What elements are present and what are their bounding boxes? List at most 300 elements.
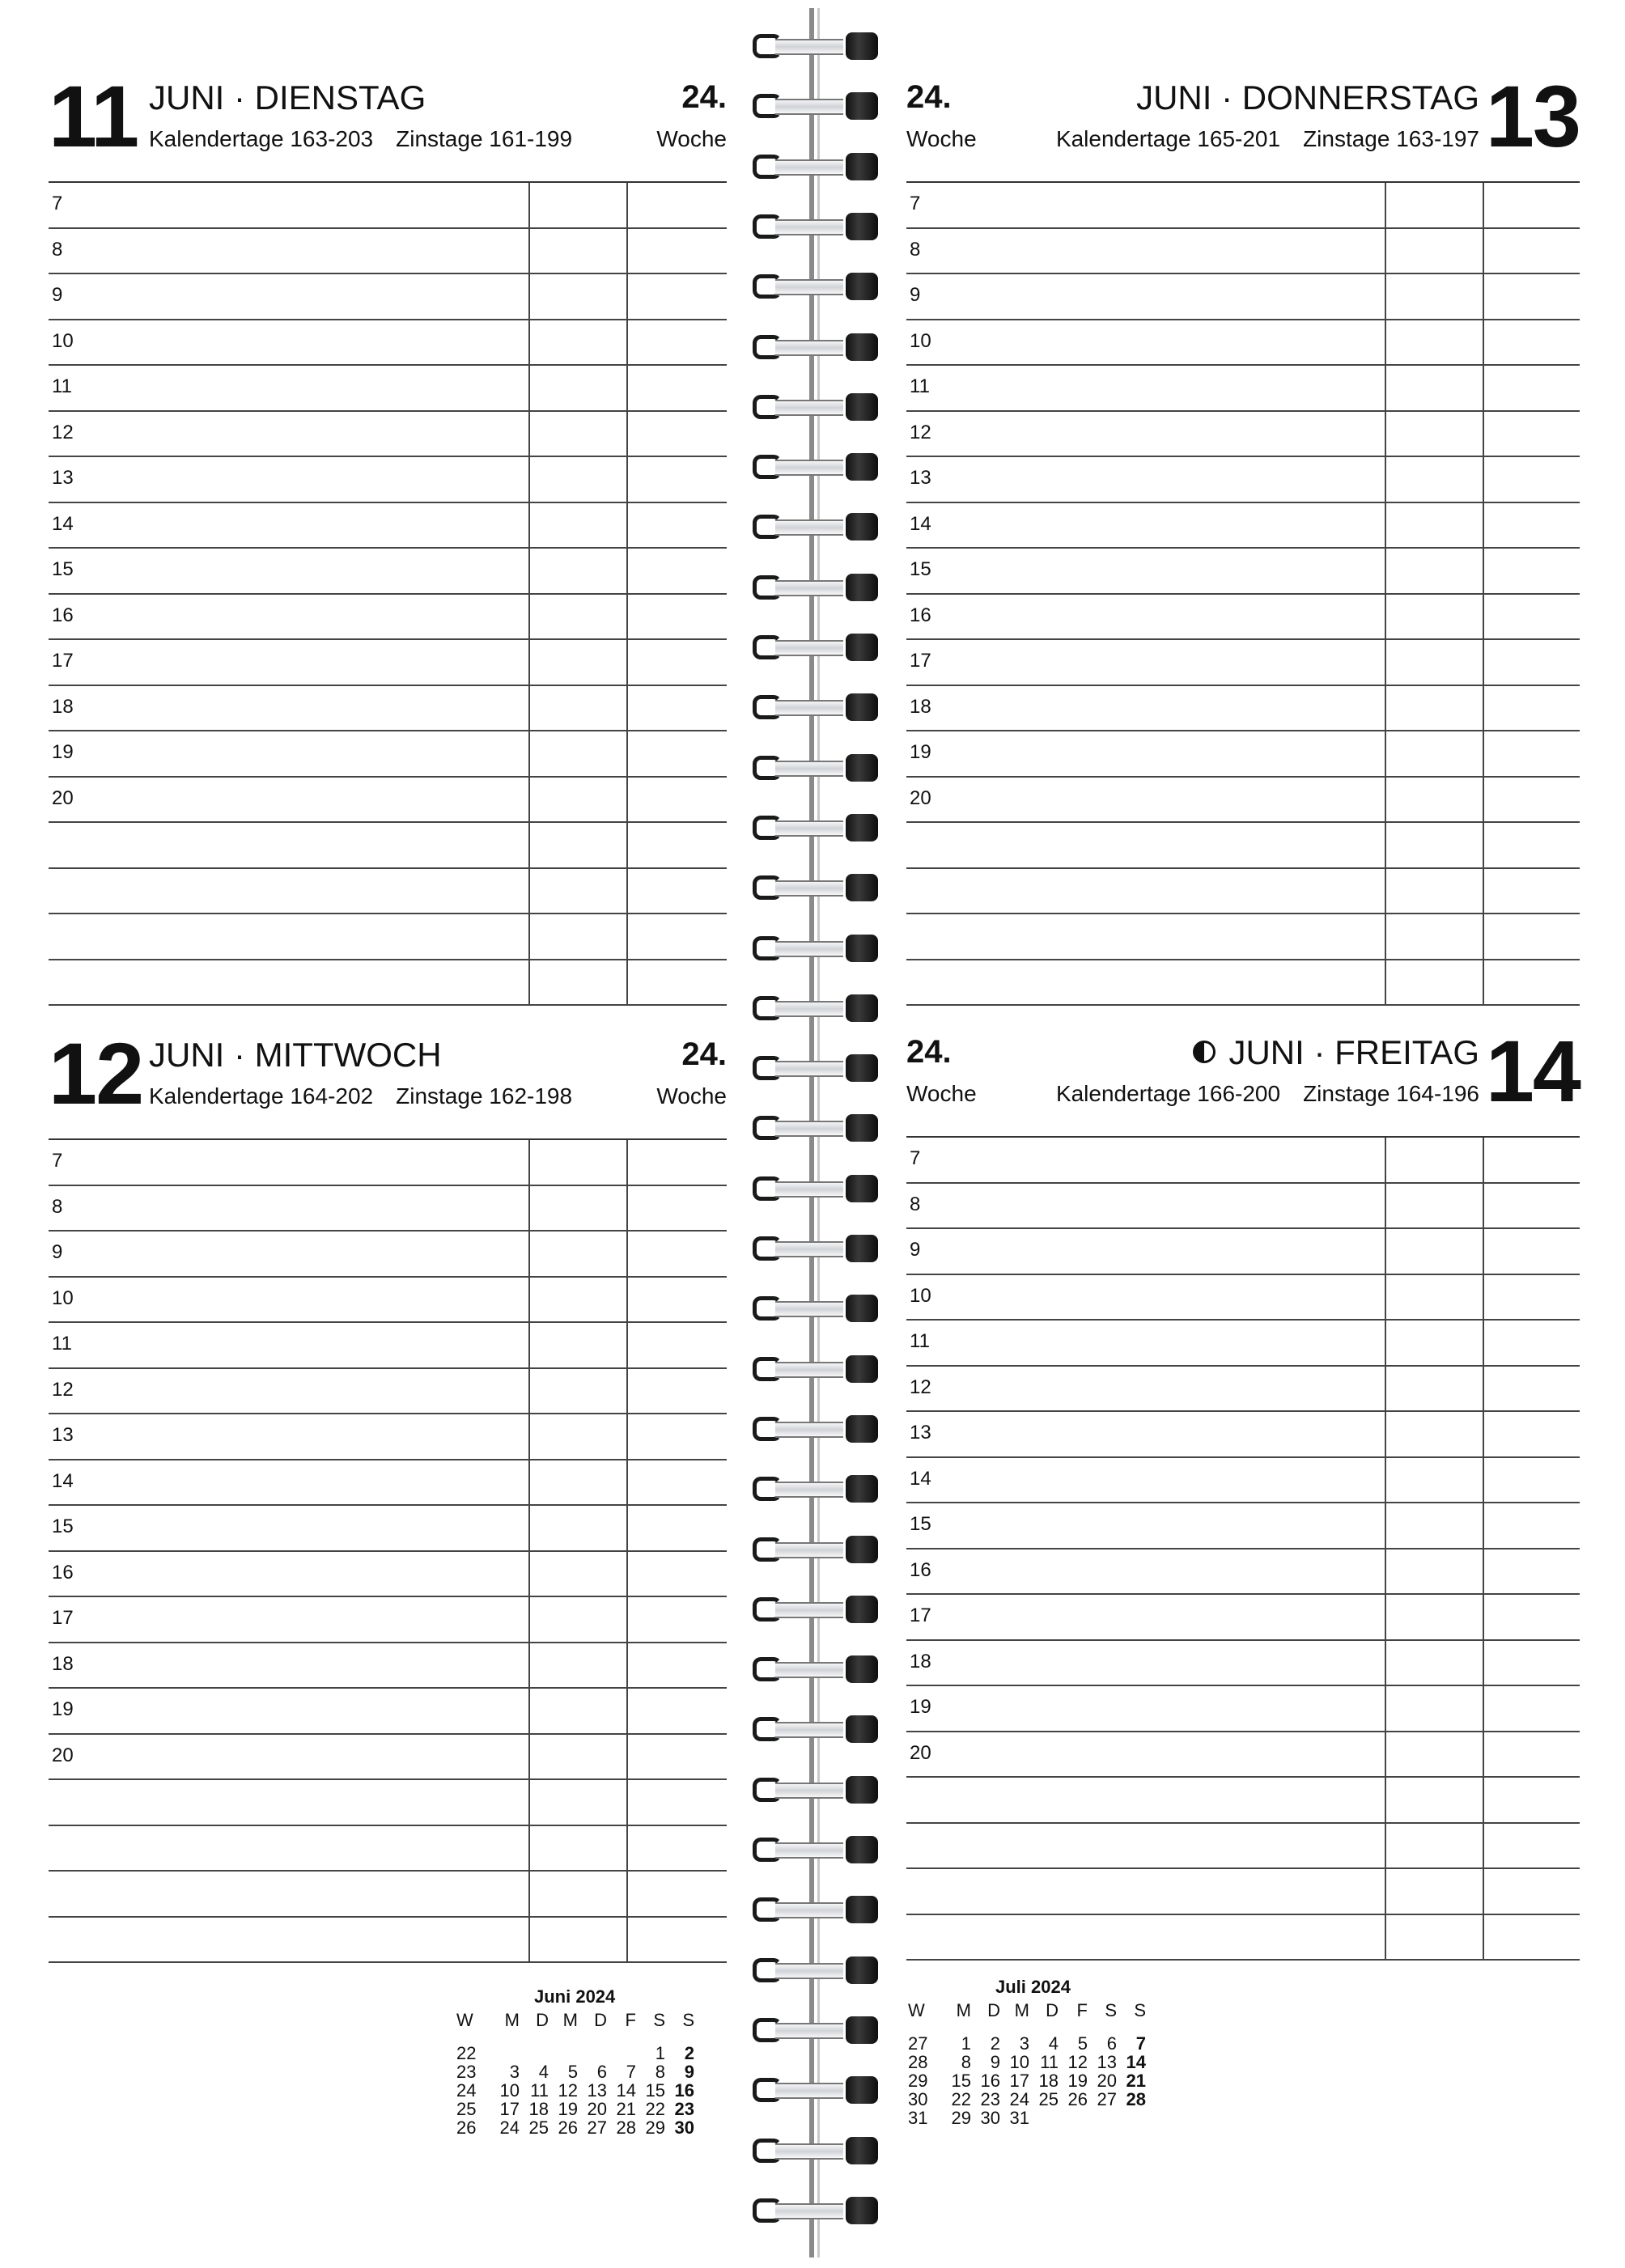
hour-row[interactable] [49, 595, 727, 641]
spiral-ring [753, 513, 878, 541]
week-number-cell: 24 [456, 2080, 477, 2101]
date-cell: 26 [1067, 2089, 1088, 2109]
hour-label: 13 [52, 467, 74, 489]
hour-label: 7 [910, 193, 921, 214]
date-cell: 5 [1077, 2033, 1088, 2054]
hour-row[interactable] [906, 960, 1580, 1007]
month-weekday: JUNI · DIENSTAG [149, 78, 426, 117]
hour-label: 13 [910, 467, 931, 489]
week-number-cell: 25 [456, 2099, 477, 2119]
hour-label: 19 [52, 1698, 74, 1720]
hour-row[interactable] [906, 1732, 1580, 1778]
week-label: Woche [906, 126, 977, 151]
day-page-11 [49, 67, 727, 1006]
spiral-ring [753, 1175, 878, 1202]
spiral-ring [753, 693, 878, 721]
date-cell: 25 [1038, 2089, 1059, 2109]
spiral-ring [753, 1475, 878, 1503]
kalendertage: Kalendertage 163-203 [149, 126, 374, 151]
hour-row[interactable] [49, 1460, 727, 1507]
day-counts [149, 128, 572, 150]
hour-row[interactable] [906, 1229, 1580, 1275]
spiral-ring [753, 32, 878, 60]
date-cell: 25 [528, 2118, 549, 2138]
hour-row[interactable] [49, 1552, 727, 1598]
zinstage: Zinstage 163-197 [1303, 126, 1479, 151]
hour-row[interactable] [906, 229, 1580, 275]
date-cell: 21 [1126, 2071, 1146, 2091]
date-cell: 21 [616, 2099, 636, 2119]
date-cell: 18 [528, 2099, 549, 2119]
date-cell: 4 [538, 2062, 549, 2082]
hour-row[interactable] [906, 1321, 1580, 1367]
hour-label: 14 [52, 1469, 74, 1492]
day-number: 11 [49, 67, 138, 165]
day-page-13 [906, 67, 1580, 1006]
hour-row[interactable] [906, 1641, 1580, 1687]
column-divider [528, 1140, 530, 1963]
spiral-ring [753, 574, 878, 601]
date-cell: 12 [1067, 2052, 1088, 2072]
date-cell [1062, 2109, 1091, 2127]
hour-label: 17 [910, 1605, 931, 1626]
hour-row[interactable] [49, 412, 727, 458]
spiral-ring [753, 273, 878, 300]
weekday-header-row [905, 2001, 1149, 2034]
hour-label: 13 [52, 1424, 74, 1446]
date-cell: 27 [1097, 2089, 1117, 2109]
hour-row[interactable] [906, 1503, 1580, 1549]
date-cell: 20 [587, 2099, 607, 2119]
mini-calendar-june [453, 1986, 698, 2137]
spiral-ring [753, 393, 878, 421]
calendar-week-row [905, 2053, 1149, 2071]
spiral-ring [753, 1836, 878, 1863]
zinstage: Zinstage 162-198 [396, 1083, 573, 1109]
hour-label: 7 [910, 1147, 921, 1169]
day-number: 13 [1485, 67, 1580, 165]
hour-label: 7 [52, 193, 63, 214]
hour-row[interactable] [906, 1869, 1580, 1915]
date-cell: 16 [980, 2071, 1000, 2091]
weekday-header: M [1014, 2000, 1029, 2020]
date-cell: 28 [616, 2118, 636, 2138]
hour-row[interactable] [49, 823, 727, 869]
calendar-week-row [453, 2081, 698, 2100]
spiral-ring [753, 1355, 878, 1383]
hour-label: 9 [52, 284, 63, 306]
day-header [906, 1022, 1580, 1136]
hour-label: 15 [910, 1513, 931, 1535]
hour-label: 12 [910, 421, 931, 443]
hour-row[interactable] [906, 640, 1580, 686]
hour-label: 18 [910, 1650, 931, 1672]
hour-row[interactable] [49, 869, 727, 915]
date-cell: 7 [626, 2062, 636, 2082]
hour-row[interactable] [49, 1414, 727, 1460]
hour-row[interactable] [49, 1826, 727, 1872]
hour-row[interactable] [49, 1140, 727, 1186]
date-cell: 1 [961, 2033, 971, 2054]
date-cell: 16 [674, 2080, 694, 2101]
hour-row[interactable] [906, 549, 1580, 595]
hour-label: 8 [52, 238, 63, 261]
hour-row[interactable] [49, 457, 727, 503]
hour-row[interactable] [49, 320, 727, 367]
weekday-header: W [456, 2010, 473, 2030]
mini-calendar-title: Juni 2024 [534, 1986, 616, 2007]
hour-label: 15 [52, 1516, 74, 1537]
week-number: 24. [681, 79, 727, 115]
spiral-ring [753, 1295, 878, 1322]
hour-label: 10 [910, 329, 931, 352]
hour-label: 11 [910, 1330, 930, 1352]
spiral-ring [753, 1415, 878, 1443]
weekday-header: F [1076, 2000, 1088, 2020]
date-cell: 17 [1009, 2071, 1029, 2091]
week-number-cell: 26 [456, 2118, 477, 2138]
week-number-cell: 22 [456, 2043, 477, 2063]
day-number: 12 [49, 1024, 143, 1122]
calendar-week-row [453, 2062, 698, 2081]
hour-row[interactable] [49, 549, 727, 595]
hour-label: 20 [910, 1741, 931, 1764]
day-number: 14 [1485, 1022, 1580, 1120]
hour-row[interactable] [49, 1278, 727, 1324]
date-cell [1033, 2109, 1062, 2127]
hour-row[interactable] [906, 1458, 1580, 1504]
date-cell: 10 [1009, 2052, 1029, 2072]
hour-row[interactable] [906, 1824, 1580, 1870]
hour-row[interactable] [49, 914, 727, 960]
spiral-ring [753, 1114, 878, 1142]
hour-label: 8 [910, 238, 921, 261]
date-cell: 15 [645, 2080, 665, 2101]
hour-label: 9 [52, 1241, 63, 1263]
hour-row[interactable] [49, 731, 727, 778]
hour-row[interactable] [49, 640, 727, 686]
mini-calendar-july [905, 1977, 1149, 2127]
hour-row[interactable] [49, 1918, 727, 1964]
weekday-header-row [453, 2011, 698, 2044]
hour-label: 8 [910, 1193, 921, 1215]
hour-label: 15 [910, 558, 931, 580]
hour-label: 12 [52, 421, 74, 443]
hour-row[interactable] [906, 869, 1580, 915]
weekday-header: D [987, 2000, 1000, 2020]
date-cell [523, 2044, 552, 2062]
hour-row[interactable] [49, 1323, 727, 1369]
hour-row[interactable] [906, 1184, 1580, 1230]
hour-label: 10 [52, 1287, 74, 1309]
calendar-week-row [453, 2100, 698, 2118]
hour-row[interactable] [49, 1597, 727, 1643]
hour-label: 18 [52, 695, 74, 718]
column-divider [528, 183, 530, 1006]
hour-row[interactable] [906, 274, 1580, 320]
day-counts [1056, 128, 1479, 150]
date-cell: 27 [587, 2118, 607, 2138]
hour-label: 16 [52, 1561, 74, 1583]
date-cell: 5 [567, 2062, 578, 2082]
spiral-ring [753, 814, 878, 841]
date-cell: 10 [499, 2080, 520, 2101]
hour-row[interactable] [906, 686, 1580, 732]
date-cell [494, 2044, 523, 2062]
date-cell: 31 [1009, 2108, 1029, 2128]
date-cell: 22 [951, 2089, 971, 2109]
hour-label: 7 [52, 1150, 63, 1172]
hour-label: 9 [910, 1239, 921, 1261]
hour-grid [49, 1138, 727, 1963]
spiral-ring [753, 874, 878, 901]
hour-row[interactable] [906, 595, 1580, 641]
hour-row[interactable] [49, 1780, 727, 1826]
spiral-ring [753, 1776, 878, 1804]
spiral-ring [753, 2197, 878, 2224]
hour-label: 14 [910, 1467, 931, 1490]
weekday-header: S [682, 2010, 694, 2030]
hour-label: 13 [910, 1422, 931, 1443]
hour-label: 16 [52, 604, 74, 626]
date-cell: 20 [1097, 2071, 1117, 2091]
spiral-ring [753, 1235, 878, 1262]
calendar-week-row [905, 2071, 1149, 2090]
day-page-14 [906, 1022, 1580, 1961]
date-cell: 6 [1106, 2033, 1117, 2054]
date-cell [610, 2044, 639, 2062]
hour-label: 17 [52, 650, 74, 672]
spiral-ring [753, 1596, 878, 1623]
column-divider [1385, 183, 1386, 1006]
date-cell: 30 [674, 2118, 694, 2138]
hour-grid [49, 181, 727, 1006]
hour-label: 19 [910, 741, 931, 763]
hour-row[interactable] [49, 1186, 727, 1232]
hour-row[interactable] [906, 320, 1580, 367]
day-header [906, 67, 1580, 181]
hour-label: 20 [910, 786, 931, 809]
hour-row[interactable] [49, 1643, 727, 1689]
day-counts [1056, 1083, 1479, 1105]
hour-row[interactable] [906, 366, 1580, 412]
month-weekday: JUNI · MITTWOCH [149, 1036, 442, 1074]
spiral-ring [753, 333, 878, 361]
date-cell: 11 [1040, 2052, 1059, 2072]
week-number: 24. [681, 1036, 727, 1072]
hour-row[interactable] [906, 1595, 1580, 1641]
calendar-week-row [905, 2090, 1149, 2109]
date-cell: 7 [1135, 2033, 1146, 2054]
date-cell: 8 [655, 2062, 665, 2082]
hour-label: 11 [52, 375, 72, 397]
hour-row[interactable] [906, 1367, 1580, 1413]
spiral-ring [753, 453, 878, 481]
week-label: Woche [906, 1081, 977, 1106]
hour-row[interactable] [906, 731, 1580, 778]
hour-label: 9 [910, 284, 921, 306]
date-cell: 1 [655, 2043, 665, 2063]
hour-row[interactable] [906, 1549, 1580, 1596]
calendar-week-row [905, 2109, 1149, 2127]
day-header [49, 1024, 727, 1138]
hour-label: 19 [52, 741, 74, 763]
date-cell: 22 [645, 2099, 665, 2119]
date-cell: 23 [674, 2099, 694, 2119]
hour-label: 19 [910, 1696, 931, 1718]
date-cell: 19 [558, 2099, 578, 2119]
spiral-ring [753, 92, 878, 120]
month-weekday: JUNI · DONNERSTAG [1136, 78, 1479, 117]
week-number-cell: 28 [908, 2052, 928, 2072]
hour-grid [906, 1136, 1580, 1961]
hour-row[interactable] [906, 778, 1580, 824]
spiral-ring [753, 2016, 878, 2044]
spiral-ring [753, 2137, 878, 2164]
hour-row[interactable] [49, 686, 727, 732]
date-cell: 9 [684, 2062, 694, 2082]
month-weekday-text: JUNI · FREITAG [1228, 1033, 1479, 1071]
month-weekday [1193, 1033, 1479, 1071]
calendar-week-row [453, 2118, 698, 2137]
hour-label: 18 [910, 695, 931, 718]
date-cell: 11 [530, 2080, 549, 2101]
hour-row[interactable] [906, 1686, 1580, 1732]
hour-row[interactable] [49, 1369, 727, 1415]
kalendertage: Kalendertage 164-202 [149, 1083, 374, 1109]
date-cell: 15 [951, 2071, 971, 2091]
spiral-ring [753, 153, 878, 180]
date-cell: 14 [616, 2080, 636, 2101]
week-number: 24. [906, 79, 952, 115]
calendar-week-row [453, 2044, 698, 2062]
weekday-header: W [908, 2000, 925, 2020]
week-number-cell: 27 [908, 2033, 928, 2054]
hour-row[interactable] [49, 229, 727, 275]
weekday-header: M [504, 2010, 520, 2030]
date-cell: 19 [1067, 2071, 1088, 2091]
hour-row[interactable] [906, 1915, 1580, 1961]
hour-grid [906, 181, 1580, 1006]
half-moon-icon [1193, 1041, 1216, 1063]
column-divider [1483, 1138, 1484, 1961]
spiral-ring [753, 754, 878, 782]
date-cell [1120, 2109, 1149, 2127]
hour-label: 10 [52, 329, 74, 352]
hour-row[interactable] [49, 1735, 727, 1781]
hour-row[interactable] [906, 914, 1580, 960]
mini-calendar-title: Juli 2024 [995, 1977, 1071, 1997]
date-cell [552, 2044, 581, 2062]
hour-row[interactable] [906, 823, 1580, 869]
hour-row[interactable] [49, 1689, 727, 1735]
day-header [49, 67, 727, 181]
hour-label: 12 [910, 1376, 931, 1398]
spiral-ring [753, 2076, 878, 2104]
date-cell: 24 [499, 2118, 520, 2138]
hour-row[interactable] [906, 1138, 1580, 1184]
hour-label: 17 [910, 650, 931, 672]
spiral-ring [753, 1054, 878, 1082]
hour-label: 10 [910, 1284, 931, 1307]
spiral-ring [753, 213, 878, 240]
spiral-ring [753, 935, 878, 962]
hour-row[interactable] [49, 778, 727, 824]
date-cell: 4 [1048, 2033, 1059, 2054]
week-number: 24. [906, 1034, 952, 1070]
hour-row[interactable] [49, 960, 727, 1007]
column-divider [1483, 183, 1484, 1006]
column-divider [626, 1140, 628, 1963]
spiral-ring [753, 1536, 878, 1563]
hour-row[interactable] [49, 1506, 727, 1552]
weekday-header: M [562, 2010, 578, 2030]
date-cell: 3 [509, 2062, 520, 2082]
weekday-header: F [625, 2010, 636, 2030]
hour-label: 16 [910, 604, 931, 626]
date-cell: 18 [1038, 2071, 1059, 2091]
weekday-header: S [653, 2010, 665, 2030]
hour-row[interactable] [906, 457, 1580, 503]
date-cell: 29 [951, 2108, 971, 2128]
weekday-header: S [1134, 2000, 1146, 2020]
date-cell [581, 2044, 610, 2062]
hour-label: 20 [52, 786, 74, 809]
mini-calendar-table [905, 2001, 1149, 2127]
spiral-ring [753, 994, 878, 1022]
hour-row[interactable] [49, 1232, 727, 1278]
date-cell: 2 [990, 2033, 1000, 2054]
hour-row[interactable] [906, 183, 1580, 229]
hour-label: 17 [52, 1607, 74, 1629]
calendar-week-row [905, 2034, 1149, 2053]
date-cell: 3 [1019, 2033, 1029, 2054]
date-cell: 24 [1009, 2089, 1029, 2109]
hour-label: 14 [52, 512, 74, 535]
hour-row[interactable] [49, 183, 727, 229]
kalendertage: Kalendertage 166-200 [1055, 1081, 1281, 1106]
hour-row[interactable] [906, 1778, 1580, 1824]
spiral-ring [753, 1956, 878, 1984]
date-cell: 17 [499, 2099, 520, 2119]
hour-label: 11 [910, 375, 930, 397]
hour-row[interactable] [906, 412, 1580, 458]
week-label: Woche [656, 126, 727, 151]
hour-row[interactable] [49, 503, 727, 549]
zinstage: Zinstage 161-199 [396, 126, 573, 151]
hour-label: 16 [910, 1558, 931, 1581]
date-cell: 30 [980, 2108, 1000, 2128]
hour-label: 12 [52, 1378, 74, 1401]
hour-row[interactable] [906, 1412, 1580, 1458]
hour-row[interactable] [49, 1872, 727, 1918]
hour-row[interactable] [49, 366, 727, 412]
date-cell: 12 [558, 2080, 578, 2101]
hour-row[interactable] [49, 274, 727, 320]
date-cell: 6 [596, 2062, 607, 2082]
spiral-ring [753, 1715, 878, 1743]
week-number-cell: 29 [908, 2071, 928, 2091]
date-cell: 23 [980, 2089, 1000, 2109]
spiral-ring [753, 634, 878, 661]
spiral-ring [753, 1896, 878, 1923]
hour-row[interactable] [906, 1275, 1580, 1321]
spiral-ring [753, 1655, 878, 1683]
weekday-header: S [1105, 2000, 1117, 2020]
hour-row[interactable] [906, 503, 1580, 549]
date-cell: 26 [558, 2118, 578, 2138]
date-cell: 2 [684, 2043, 694, 2063]
